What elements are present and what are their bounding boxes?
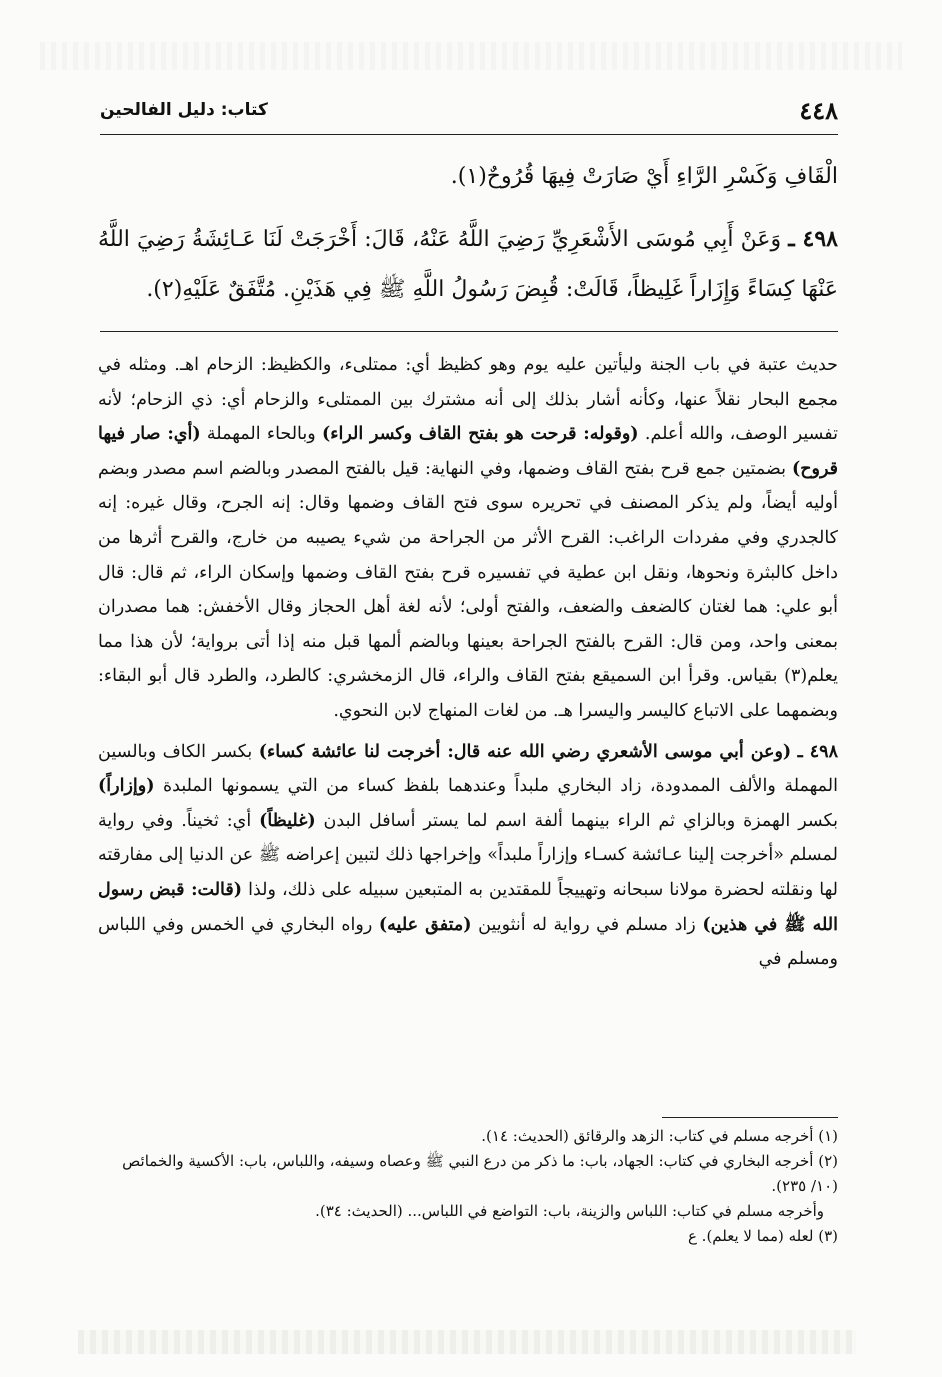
commentary-text: بكسر الهمزة وبالزاي ثم الراء بينهما ألفة اسم لما يستر أسافل البدن [315,810,839,831]
hadith-number: ٤٩٨ ـ [788,226,838,252]
bottom-ornament [78,1330,856,1354]
commentary-paragraph-1 [98,348,838,729]
commentary-lemma: (وعن أبي موسى الأشعري رضي الله عنه قال: أخرجت لنا عائشة كساء) [258,741,792,762]
commentary-lemma: (غليظاً) [259,810,316,831]
footnote-1: (١) أخرجه مسلم في كتاب: الزهد والرقائق (الحديث: ١٤). [481,1127,838,1145]
commentary-lemma: (متفق عليه) [378,914,472,935]
commentary-text: وبالحاء المهملة [200,424,322,445]
commentary-text: رواه البخاري في الخمس وفي اللباس ومسلم في [98,914,838,970]
commentary-text: بضمتين جمع قرح بفتح القاف وضمها، وفي النهاية: قيل بالفتح المصدر وبالضم اسم مصدر وبضم أوليه أيضاً، ولم يذكر المصنف في تحريره سوى فتح القاف وضمها وقال: إنه الجرح، وقال غيره: إنه كالجدري وفي مفردات الراغب: القرح الأثر من الجراحة من شيء يصيبه من خارج، والقرح أثرها من داخل كالبثرة ونحوها، ونقل ابن عطية في تفسيره قرح بفتح القاف وضمها وإسكان الراء، ثم قال: قال أبو علي: هما لغتان كالضعف والضعف، والفتح أولى؛ لأنه لغة أهل الحجاز وقال الأخفش: هما مصدران بمعنى واحد، ومن قال: القرح بالفتح الجراحة بعينها وبالضم ألمها قبل منه إذا أتى برواية؛ لأن هذا مما يعلم(٣) بقياس. وقرأ ابن السميقع بفتح القاف والراء، قال الزمخشري: كالطرد، والطرد قال أبو البقاء: وبضمهما على الاتباع كاليسر واليسرا هـ. من لغات المنهاج لابن النحوي. [98,458,838,721]
commentary [98,348,838,977]
commentary-lemma: (أي: صار فيها قروح) [98,424,838,479]
top-ornament [40,42,902,70]
commentary-paragraph-2 [98,735,838,977]
commentary-lemma: (وقوله: قرحت هو بفتح القاف وكسر الراء) [322,424,639,445]
footnote-2: (٢) أخرجه البخاري في كتاب: الجهاد، باب: ما ذكر من درع النبي ﷺ وعصاه وسيفه، واللباس، باب: الأكسية والخمائص (١٠/ ٢٣٥). [122,1152,838,1195]
commentary-lemma: (قالت: قبض رسول الله ﷺ في هذين) [98,879,838,935]
hadith-number: ٤٩٨ ـ [797,741,838,762]
page-header [100,96,838,128]
matn-hadith [98,214,838,315]
page-number: ٤٤٨ [799,96,838,125]
hadith-text: وَعَنْ أَبِي مُوسَى الأَشْعَرِيِّ رَضِيَ اللَّهُ عَنْهُ، قَالَ: أَخْرَجَتْ لَنَا عَـائِشَةُ رَضِيَ اللَّهُ عَنْهَا كِسَاءً وَإِزَاراً غَلِيظاً، قَالَتْ: قُبِضَ رَسُولُ اللَّهِ ﷺ فِي هَذَيْنِ. مُتَّفَقٌ عَلَيْهِ(٢). [98,227,838,302]
footnote-3: (٣) لعله (مما لا يعلم). ع [687,1227,838,1245]
footnote-divider [662,1117,838,1118]
matn-line-1 [98,148,838,206]
commentary-text: حديث عتبة في باب الجنة وليأتين عليه يوم وهو كظيظ أي: ممتلىء، والكظيظ: الزحام اهـ. ومثله في مجمع البحار نقلاً عنها، وكأنه أشار بذلك إلى أنه مشترك بين الممتلىء والزحام أي: ذي الزحام؛ لأنه تفسير الوصف، والله أعلم. [98,355,838,445]
book-title: كتاب: دليل الفالحين [100,100,268,120]
matn-continuation: الْقَافِ وَكَسْرِ الرَّاءِ أَيْ صَارَتْ فِيهَا قُرُوحٌ(١). [450,164,838,189]
footnote-2-continuation: وأخرجه مسلم في كتاب: اللباس والزينة، باب: التواضع في اللباس... (الحديث: ٣٤). [315,1202,824,1220]
commentary-text: أي: ثخيناً. وفي رواية لمسلم «أخرجت إلينا عـائشة كسـاء وإزاراً ملبداً» وإخراجها ذلك لتبين إعراضه ﷺ عن الدنيا إلى مفارقته لها ونقلته لحضرة مولانا سبحانه وتهييجاً للمقتدين به المتبعين سبيله على ذلك، ولذا [98,810,838,900]
commentary-text: بكسر الكاف وبالسين المهملة والألف الممدودة، زاد البخاري ملبداً وعندهما بلفظ كساء من التي يسمونها الملبدة [98,741,838,797]
matn-sharh-divider [100,331,838,332]
commentary-lemma: (وإزاراً) [98,776,155,797]
footnotes [98,1124,838,1249]
commentary-text: زاد مسلم في رواية له أنثويين [471,914,703,935]
header-divider [100,134,838,135]
